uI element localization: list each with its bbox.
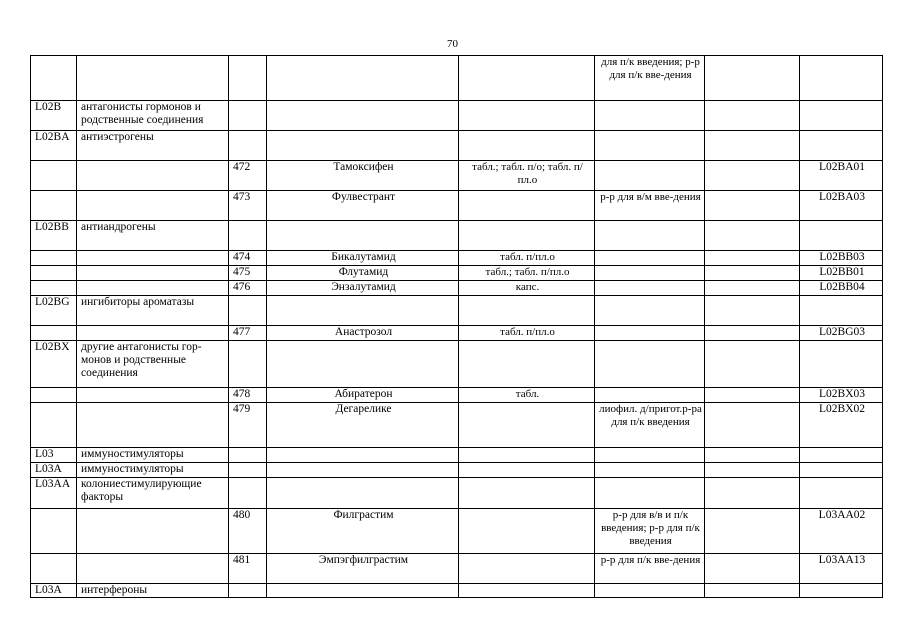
dosage-form-alt: р-р для в/м вве-дения: [595, 191, 705, 221]
atc-code: [800, 341, 883, 388]
atc-group-code: [31, 509, 77, 554]
dosage-form: табл. п/пл.о: [459, 251, 595, 266]
dosage-form: табл.: [459, 388, 595, 403]
atc-code: [800, 463, 883, 478]
empty-cell: [705, 478, 800, 509]
group-name: [77, 326, 229, 341]
item-number: 475: [229, 266, 267, 281]
drug-name: [267, 463, 459, 478]
item-number: [229, 221, 267, 251]
empty-cell: [705, 101, 800, 131]
group-name: ингибиторы ароматазы: [77, 296, 229, 326]
item-number: [229, 56, 267, 101]
empty-cell: [705, 509, 800, 554]
empty-cell: [705, 388, 800, 403]
dosage-form-alt: [595, 478, 705, 509]
group-name: [77, 266, 229, 281]
dosage-form: [459, 448, 595, 463]
atc-code: L02BB01: [800, 266, 883, 281]
group-name: антиандрогены: [77, 221, 229, 251]
atc-code: [800, 296, 883, 326]
item-number: 476: [229, 281, 267, 296]
atc-code: L02BB03: [800, 251, 883, 266]
group-name: [77, 161, 229, 191]
group-name: [77, 281, 229, 296]
drug-name: [267, 101, 459, 131]
dosage-form: [459, 221, 595, 251]
group-name: [77, 403, 229, 448]
dosage-form-alt: лиофил. д/пригот.р-ра для п/к введения: [595, 403, 705, 448]
dosage-form-alt: [595, 161, 705, 191]
atc-group-code: [31, 281, 77, 296]
empty-cell: [705, 56, 800, 101]
group-name: другие антагонисты гор-монов и родственные соединения: [77, 341, 229, 388]
item-number: [229, 341, 267, 388]
empty-cell: [705, 161, 800, 191]
dosage-form: табл.; табл. п/о; табл. п/пл.о: [459, 161, 595, 191]
empty-cell: [705, 341, 800, 388]
drug-name: Тамоксифен: [267, 161, 459, 191]
item-number: 478: [229, 388, 267, 403]
drug-table: [30, 55, 883, 598]
atc-code: L02BX03: [800, 388, 883, 403]
atc-code: [800, 131, 883, 161]
item-number: [229, 463, 267, 478]
dosage-form-alt: [595, 296, 705, 326]
drug-name: [267, 221, 459, 251]
table-row: [31, 478, 883, 509]
atc-code: [800, 56, 883, 101]
table-row: [31, 388, 883, 403]
empty-cell: [705, 448, 800, 463]
empty-cell: [705, 463, 800, 478]
atc-code: L03AA02: [800, 509, 883, 554]
dosage-form-alt: [595, 221, 705, 251]
drug-name: [267, 131, 459, 161]
empty-cell: [705, 191, 800, 221]
group-name: [77, 56, 229, 101]
dosage-form-alt: для п/к введения; р-р для п/к вве-дения: [595, 56, 705, 101]
table-row: [31, 191, 883, 221]
dosage-form-alt: [595, 584, 705, 598]
atc-group-code: [31, 266, 77, 281]
atc-group-code: [31, 403, 77, 448]
dosage-form: [459, 509, 595, 554]
table-row: [31, 161, 883, 191]
table-row: [31, 403, 883, 448]
table-row: [31, 509, 883, 554]
atc-group-code: L03A: [31, 463, 77, 478]
group-name: колониестимулирующие факторы: [77, 478, 229, 509]
empty-cell: [705, 221, 800, 251]
atc-code: [800, 584, 883, 598]
item-number: 472: [229, 161, 267, 191]
empty-cell: [705, 326, 800, 341]
item-number: 477: [229, 326, 267, 341]
atc-code: L02BX02: [800, 403, 883, 448]
item-number: 479: [229, 403, 267, 448]
drug-name: Дегарелике: [267, 403, 459, 448]
atc-group-code: [31, 161, 77, 191]
atc-group-code: [31, 191, 77, 221]
drug-name: [267, 56, 459, 101]
table-row: [31, 584, 883, 598]
item-number: [229, 296, 267, 326]
table-row: [31, 463, 883, 478]
table-row: [31, 131, 883, 161]
drug-name: Эмпэгфилграстим: [267, 554, 459, 584]
atc-group-code: [31, 251, 77, 266]
atc-code: [800, 448, 883, 463]
atc-code: [800, 478, 883, 509]
table-row: [31, 251, 883, 266]
atc-code: L02BG03: [800, 326, 883, 341]
dosage-form-alt: р-р для в/в и п/к введения; р-р для п/к введения: [595, 509, 705, 554]
dosage-form: [459, 341, 595, 388]
dosage-form: капс.: [459, 281, 595, 296]
atc-group-code: L03A: [31, 584, 77, 598]
drug-name: Энзалутамид: [267, 281, 459, 296]
dosage-form: [459, 296, 595, 326]
atc-group-code: L02BB: [31, 221, 77, 251]
dosage-form-alt: [595, 266, 705, 281]
drug-name: Абиратерон: [267, 388, 459, 403]
table-row: [31, 448, 883, 463]
atc-code: [800, 221, 883, 251]
atc-group-code: [31, 56, 77, 101]
table-row: [31, 326, 883, 341]
dosage-form-alt: [595, 463, 705, 478]
atc-group-code: L02BA: [31, 131, 77, 161]
group-name: антагонисты гормонов и родственные соединения: [77, 101, 229, 131]
dosage-form-alt: [595, 251, 705, 266]
group-name: [77, 554, 229, 584]
empty-cell: [705, 281, 800, 296]
item-number: [229, 448, 267, 463]
empty-cell: [705, 403, 800, 448]
group-name: [77, 251, 229, 266]
page-number: 70: [447, 38, 458, 50]
atc-group-code: [31, 326, 77, 341]
group-name: иммуностимуляторы: [77, 463, 229, 478]
atc-group-code: L02BX: [31, 341, 77, 388]
drug-name: [267, 296, 459, 326]
dosage-form: [459, 584, 595, 598]
group-name: иммуностимуляторы: [77, 448, 229, 463]
empty-cell: [705, 131, 800, 161]
table-row: [31, 281, 883, 296]
dosage-form: [459, 131, 595, 161]
table-row: [31, 296, 883, 326]
item-number: [229, 584, 267, 598]
dosage-form: [459, 554, 595, 584]
drug-name: [267, 341, 459, 388]
dosage-form: [459, 478, 595, 509]
dosage-form-alt: р-р для п/к вве-дения: [595, 554, 705, 584]
drug-name: Филграстим: [267, 509, 459, 554]
dosage-form: [459, 403, 595, 448]
dosage-form-alt: [595, 326, 705, 341]
group-name: антиэстрогены: [77, 131, 229, 161]
drug-name: [267, 584, 459, 598]
item-number: [229, 131, 267, 161]
atc-code: [800, 101, 883, 131]
dosage-form: табл. п/пл.о: [459, 326, 595, 341]
group-name: [77, 191, 229, 221]
item-number: [229, 101, 267, 131]
dosage-form: табл.; табл. п/пл.о: [459, 266, 595, 281]
atc-code: L02BA03: [800, 191, 883, 221]
dosage-form: [459, 463, 595, 478]
dosage-form: [459, 56, 595, 101]
empty-cell: [705, 266, 800, 281]
dosage-form-alt: [595, 388, 705, 403]
table-row: [31, 101, 883, 131]
item-number: 473: [229, 191, 267, 221]
drug-name: Анастрозол: [267, 326, 459, 341]
table-row: [31, 221, 883, 251]
item-number: 474: [229, 251, 267, 266]
dosage-form-alt: [595, 281, 705, 296]
table-row: [31, 341, 883, 388]
group-name: [77, 388, 229, 403]
table-row: [31, 56, 883, 101]
atc-code: L02BB04: [800, 281, 883, 296]
item-number: 481: [229, 554, 267, 584]
atc-group-code: L02B: [31, 101, 77, 131]
dosage-form-alt: [595, 131, 705, 161]
empty-cell: [705, 554, 800, 584]
drug-name: Фулвестрант: [267, 191, 459, 221]
atc-code: L03AA13: [800, 554, 883, 584]
drug-name: Флутамид: [267, 266, 459, 281]
dosage-form-alt: [595, 101, 705, 131]
item-number: 480: [229, 509, 267, 554]
dosage-form-alt: [595, 448, 705, 463]
empty-cell: [705, 296, 800, 326]
atc-group-code: L03: [31, 448, 77, 463]
table-row: [31, 266, 883, 281]
atc-group-code: [31, 388, 77, 403]
empty-cell: [705, 584, 800, 598]
empty-cell: [705, 251, 800, 266]
atc-group-code: L02BG: [31, 296, 77, 326]
atc-code: L02BA01: [800, 161, 883, 191]
group-name: [77, 509, 229, 554]
drug-name: [267, 478, 459, 509]
item-number: [229, 478, 267, 509]
drug-name: Бикалутамид: [267, 251, 459, 266]
atc-group-code: [31, 554, 77, 584]
table-row: [31, 554, 883, 584]
group-name: интерфероны: [77, 584, 229, 598]
drug-name: [267, 448, 459, 463]
dosage-form: [459, 101, 595, 131]
atc-group-code: L03AA: [31, 478, 77, 509]
dosage-form: [459, 191, 595, 221]
dosage-form-alt: [595, 341, 705, 388]
